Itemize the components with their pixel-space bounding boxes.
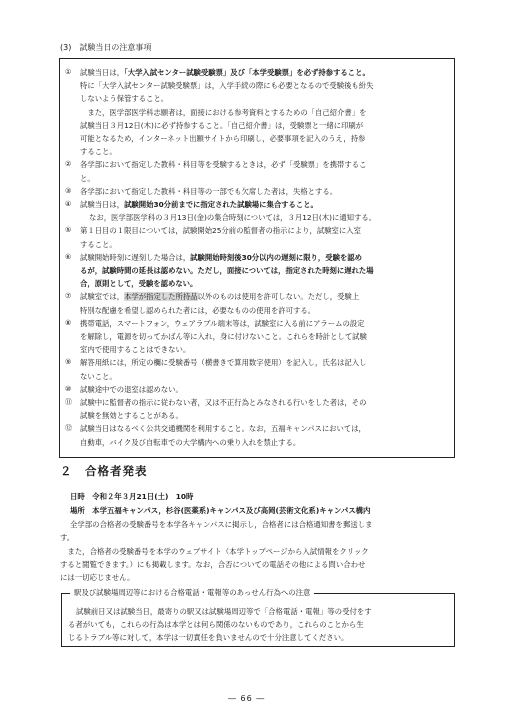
rule-text	[80, 238, 451, 251]
rule-number: ⑤	[65, 226, 72, 235]
rule-item-continuation	[65, 370, 451, 383]
rule-text	[80, 317, 451, 330]
announcement-place: 場所 本学五福キャンパス，杉谷(医薬系)キャンパス及び高岡(芸術文化系)キャンパス構内	[70, 506, 371, 515]
text-segment: 解答用紙には，所定の欄に受験番号（横書きで算用数字使用）を記入し，氏名は記入し	[80, 358, 367, 368]
rule-item	[65, 356, 451, 369]
rule-item-continuation	[65, 409, 451, 422]
rule-item-continuation	[65, 343, 451, 356]
text-segment: すること。	[80, 147, 117, 157]
rule-item-continuation	[65, 92, 451, 105]
text-segment: 特別な配慮を希望し認められた者には，必要なものの使用を許可する。	[80, 305, 316, 315]
rule-text	[80, 145, 451, 158]
rule-number: ⑦	[65, 292, 72, 301]
rule-number: ⑥	[65, 252, 72, 261]
announcement-paragraph-1: 全学部の合格者の受験番号を本学各キャンパスに掲示し，合格者には合格通知書を郵送しま	[70, 520, 373, 529]
rule-item-continuation	[65, 330, 451, 343]
rule-text	[80, 264, 451, 277]
exam-day-rules-box	[59, 58, 455, 458]
text-segment: 試験当日は，	[80, 200, 125, 209]
announcement-paragraph-1-cont: す。	[60, 533, 75, 542]
rule-item	[65, 422, 451, 435]
highlighted-text: 本学が指定した所持品	[124, 292, 198, 302]
text-segment: 特に「大学入試センター試験受験票」は，入学手続の際にも必要となるので受験後も紛失	[80, 81, 374, 91]
rule-item	[65, 158, 451, 171]
rule-text	[80, 396, 451, 409]
page-number: ― 66 ―	[228, 694, 266, 703]
bold-text: 「大学入試センター試験受験票」及び「本学受験票」を必ず持参すること。	[124, 68, 370, 77]
text-segment: 試験当日はなるべく公共交通機関を利用すること。なお，五福キャンパスにおいては，	[80, 424, 366, 434]
rule-text	[80, 304, 451, 317]
rule-text	[80, 436, 451, 449]
section-3-title: (3) 試験当日の注意事項	[60, 43, 152, 52]
rule-text	[80, 370, 451, 383]
text-segment: なお，医学部医学科の３月13日(金)の集合時刻については，３月12日(木)に通知する。	[89, 213, 377, 223]
rule-text	[80, 172, 451, 185]
rule-item	[65, 317, 451, 330]
bold-text: 試験開始30分前までに指定された試験場に集合すること。	[124, 200, 318, 209]
text-segment: 試験当日３月12日(木)に必ず持参すること。「自己紹介書」は，受験票と一緒に印刷が	[80, 120, 364, 130]
rule-item-continuation	[65, 132, 451, 145]
text-segment: 各学部において指定した教科・科目等を受験するときは，必ず「受験票」を携帯するこ	[80, 160, 367, 170]
rule-text	[80, 132, 451, 145]
rule-item-continuation	[65, 211, 451, 224]
fraud-warning-box	[61, 588, 455, 647]
rule-text	[80, 158, 451, 171]
text-segment: 室内で使用することはできない。	[80, 345, 191, 355]
rule-item-continuation	[65, 277, 451, 290]
rule-item	[65, 224, 451, 237]
rule-text	[80, 383, 451, 396]
rule-item-continuation	[65, 145, 451, 158]
rule-text	[80, 92, 451, 105]
text-segment: 試験を無効とすることがある。	[80, 411, 183, 421]
announcement-date: 日時 令和２年３月21日(土) 10時	[70, 492, 194, 501]
rule-text	[80, 409, 451, 422]
text-segment: 試験当日は，	[80, 68, 125, 77]
bold-text: 試験開始時刻後30分以内の遅刻に限り，受験を認め	[190, 252, 362, 262]
rule-number: ③	[65, 186, 72, 195]
text-segment: 試験途中での退室は認めない。	[80, 384, 183, 394]
rule-number: ⑧	[65, 318, 72, 327]
rule-text	[80, 224, 451, 237]
text-segment: 試験中に監督者の指示に従わない者，又は不正行為とみなされる行いをした者は，その	[80, 398, 367, 407]
announcement-paragraph-2-cont: すると閲覧できます。）にも掲載します。なお，合否についての電話その他による問い合わせ	[60, 560, 366, 569]
rule-text	[80, 356, 451, 369]
section-2-title: ２ 合格者発表	[60, 464, 148, 478]
rule-text	[80, 290, 451, 303]
text-segment: 各学部において指定した教科・科目等の一部でも欠席した者は，失格とする。	[80, 186, 338, 196]
fraud-warning-line: 試験前日又は試験当日，最寄りの駅又は試験場周辺等で「合格電話・電報」等の受付をす	[76, 607, 372, 616]
rule-number: ②	[65, 160, 72, 169]
announcement-paragraph-2-end: には一切応じません。	[60, 573, 135, 582]
text-segment: また，医学部医学科志願者は，面接における参考資料とするための「自己紹介書」を	[80, 107, 367, 117]
rule-text	[80, 79, 451, 92]
rule-number: ①	[65, 68, 72, 76]
rule-number: ⑩	[65, 384, 72, 393]
rule-item	[65, 290, 451, 303]
text-segment: 携帯電話，スマートフォン，ウェアラブル端末等は，試験室に入る前にアラームの設定	[80, 318, 365, 328]
rule-text	[89, 211, 451, 224]
rule-item-continuation	[65, 304, 451, 317]
text-segment: と。	[80, 173, 95, 183]
text-segment: しないよう保管すること。	[80, 94, 169, 104]
rule-text	[80, 330, 451, 343]
text-segment: 試験室では，	[80, 292, 125, 302]
rule-item	[65, 396, 451, 409]
rule-number: ⑫	[65, 424, 72, 433]
rule-number: ⑨	[65, 358, 72, 367]
rule-item-continuation	[65, 119, 451, 132]
fraud-warning-line: じるトラブル等に対して，本学は一切責任を負いませんので十分注意してください。	[68, 633, 349, 642]
rule-text	[80, 198, 451, 211]
rule-text	[80, 251, 451, 264]
text-segment: 第１日目の１限目については，試験開始25分前の監督者の指示により，試験室に入室	[80, 226, 361, 236]
bold-text: 合，原則として，受験を認めない。	[80, 279, 198, 289]
rule-item-continuation	[65, 106, 451, 119]
rule-number: ⑪	[65, 398, 72, 406]
rule-item	[65, 198, 451, 211]
rule-text	[80, 422, 451, 435]
rule-item-continuation	[65, 264, 451, 277]
text-segment: 可能となるため，インターネット出願サイトから印刷し，必要事項を記入のうえ，持参	[80, 134, 366, 143]
rule-text	[80, 106, 451, 119]
fraud-warning-line: る者がいても，これらの行為は本学とは何ら関係のないものであり，これらのことから生	[68, 620, 364, 629]
text-segment: ないこと。	[80, 371, 117, 381]
text-segment: 以外のものは使用を許可しない。ただし，受験上	[197, 292, 360, 302]
rule-item	[65, 185, 451, 198]
rule-text	[80, 277, 451, 290]
text-segment: 試験開始時刻に遅刻した場合は，	[80, 252, 191, 262]
text-segment: 自動車，バイク及び自転車での大学構内への乗り入れを禁止する。	[80, 437, 301, 447]
announcement-paragraph-2: また，合格者の受験番号を本学のウェブサイト（本学トップページから入試情報をクリック	[60, 547, 369, 556]
bold-text: るが，試験時間の延長は認めない。ただし，面接については，指定された時刻に遅れた場	[80, 266, 374, 275]
rule-item	[65, 66, 451, 79]
rule-text	[80, 185, 451, 198]
text-segment: すること。	[80, 239, 117, 249]
rule-text	[80, 66, 451, 79]
rule-text	[80, 343, 451, 356]
rule-item	[65, 251, 451, 264]
rule-item-continuation	[65, 436, 451, 449]
rule-item-continuation	[65, 238, 451, 251]
rule-item-continuation	[65, 79, 451, 92]
rule-item	[65, 383, 451, 396]
rule-text	[80, 119, 451, 132]
fraud-warning-title: 駅及び試験場周辺等における合格電話・電報等のあっせん行為への注意	[70, 586, 314, 600]
rule-number: ④	[65, 200, 72, 208]
text-segment: を解除し，電源を切ってかばん等に入れ，身に付けないこと。これらを時計として試験	[80, 332, 367, 341]
rule-item-continuation	[65, 172, 451, 185]
